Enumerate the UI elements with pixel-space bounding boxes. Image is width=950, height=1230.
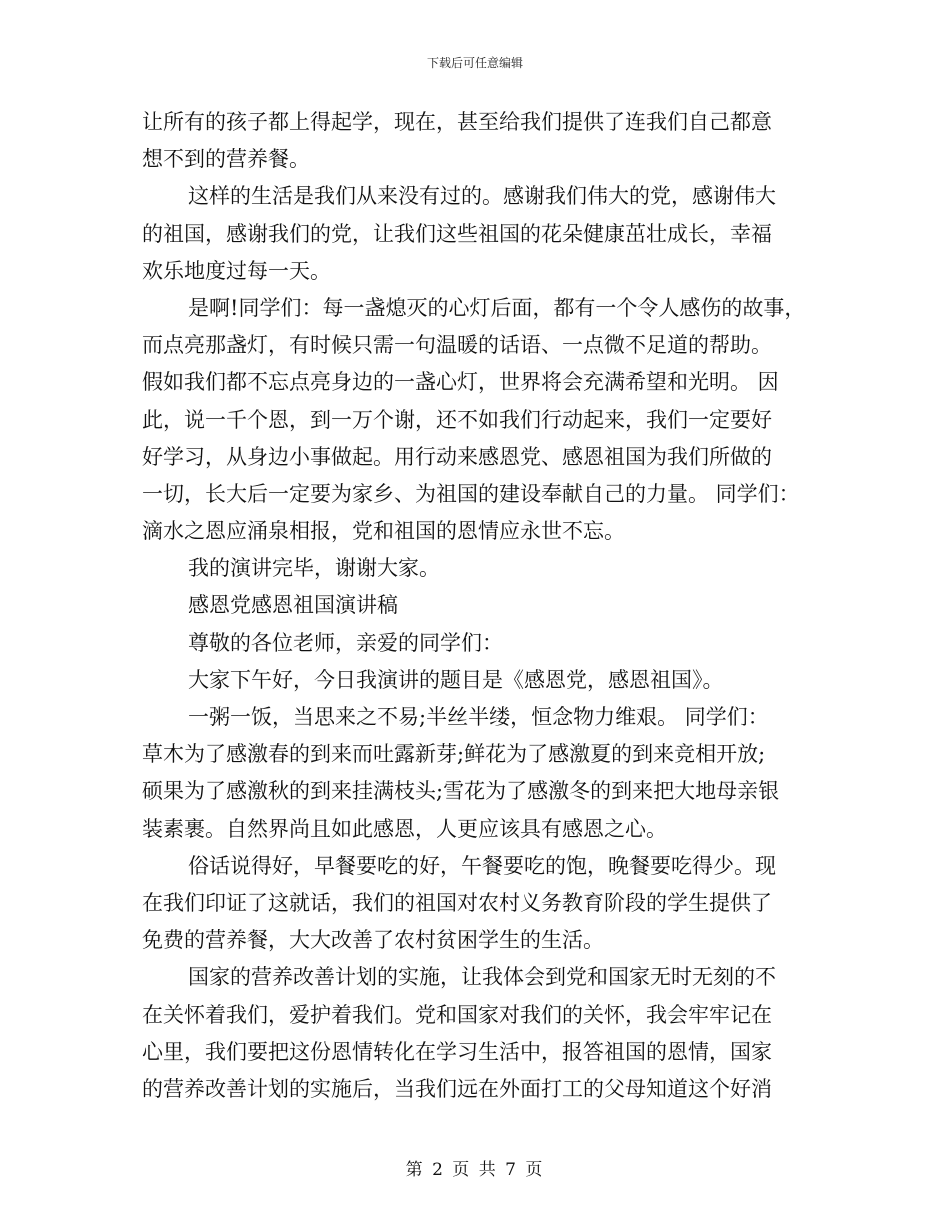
text-line: 的营养改善计划的实施后，当我们远在外面打工的父母知道这个好消 (142, 1076, 772, 1101)
text-line: 让所有的孩子都上得起学，现在，甚至给我们提供了连我们自己都意 (142, 110, 772, 134)
text-line: 免费的营养餐，大大改善了农村贫困学生的生活。 (142, 928, 604, 953)
text-line: 国家的营养改善计划的实施，让我体会到党和国家无时无刻的不 (188, 965, 776, 990)
text-line: 想不到的营养餐。 (142, 147, 310, 172)
text-line: 假如我们都不忘点亮身边的一盏心灯，世界将会充满希望和光明。 因 (142, 370, 779, 395)
page-footer: 第 2 页 共 7 页 (405, 1160, 545, 1180)
text-line: 大家下午好，今日我演讲的题目是《感恩党，感恩祖国》。 (188, 667, 724, 692)
text-line: 一切，长大后一定要为家乡、为祖国的建设奉献自己的力量。 同学们： (142, 481, 800, 506)
text-line: 好学习，从身边小事做起。用行动来感恩党、感恩祖国为我们所做的 (142, 444, 772, 469)
text-line: 感恩党感恩祖国演讲稿 (188, 593, 398, 618)
page-header: 下载后可任意编辑 (426, 56, 523, 70)
document-body (142, 104, 832, 1108)
text-line: 尊敬的各位老师，亲爱的同学们： (188, 630, 503, 655)
text-line: 此，说一千个恩，到一万个谢，还不如我们行动起来，我们一定要好 (142, 407, 772, 432)
text-line: 装素裹。自然界尚且如此感恩，人更应该具有感恩之心。 (142, 816, 667, 841)
text-line: 在关怀着我们，爱护着我们。党和国家对我们的关怀，我会牢牢记在 (142, 1002, 772, 1027)
text-line: 而点亮那盏灯，有时候只需一句温暖的话语、一点微不足道的帮助。 (142, 333, 772, 358)
text-line: 的祖国，感谢我们的党，让我们这些祖国的花朵健康茁壮成长，幸福 (142, 221, 772, 246)
text-line: 滴水之恩应涌泉相报，党和祖国的恩情应永世不忘。 (142, 519, 625, 544)
text-line: 欢乐地度过每一天。 (142, 258, 331, 283)
text-line: 硕果为了感激秋的到来挂满枝头;雪花为了感激冬的到来把大地母亲银 (142, 779, 780, 804)
text-line: 是啊!同学们：每一盏熄灭的心灯后面，都有一个令人感伤的故事， (188, 295, 806, 320)
text-line: 我的演讲完毕，谢谢大家。 (188, 556, 440, 581)
text-line: 心里，我们要把这份恩情转化在学习生活中，报答祖国的恩情，国家 (142, 1039, 772, 1064)
text-line: 这样的生活是我们从来没有过的。感谢我们伟大的党，感谢伟大 (188, 184, 776, 209)
text-line: 一粥一饭，当思来之不易;半丝半缕，恒念物力维艰。 同学们： (188, 705, 769, 729)
text-line: 草木为了感激春的到来而吐露新芽;鲜花为了感激夏的到来竞相开放; (142, 742, 766, 767)
text-line: 在我们印证了这就话，我们的祖国对农村义务教育阶段的学生提供了 (142, 890, 772, 915)
text-line: 俗话说得好，早餐要吃的好，午餐要吃的饱，晚餐要吃得少。现 (188, 853, 776, 878)
